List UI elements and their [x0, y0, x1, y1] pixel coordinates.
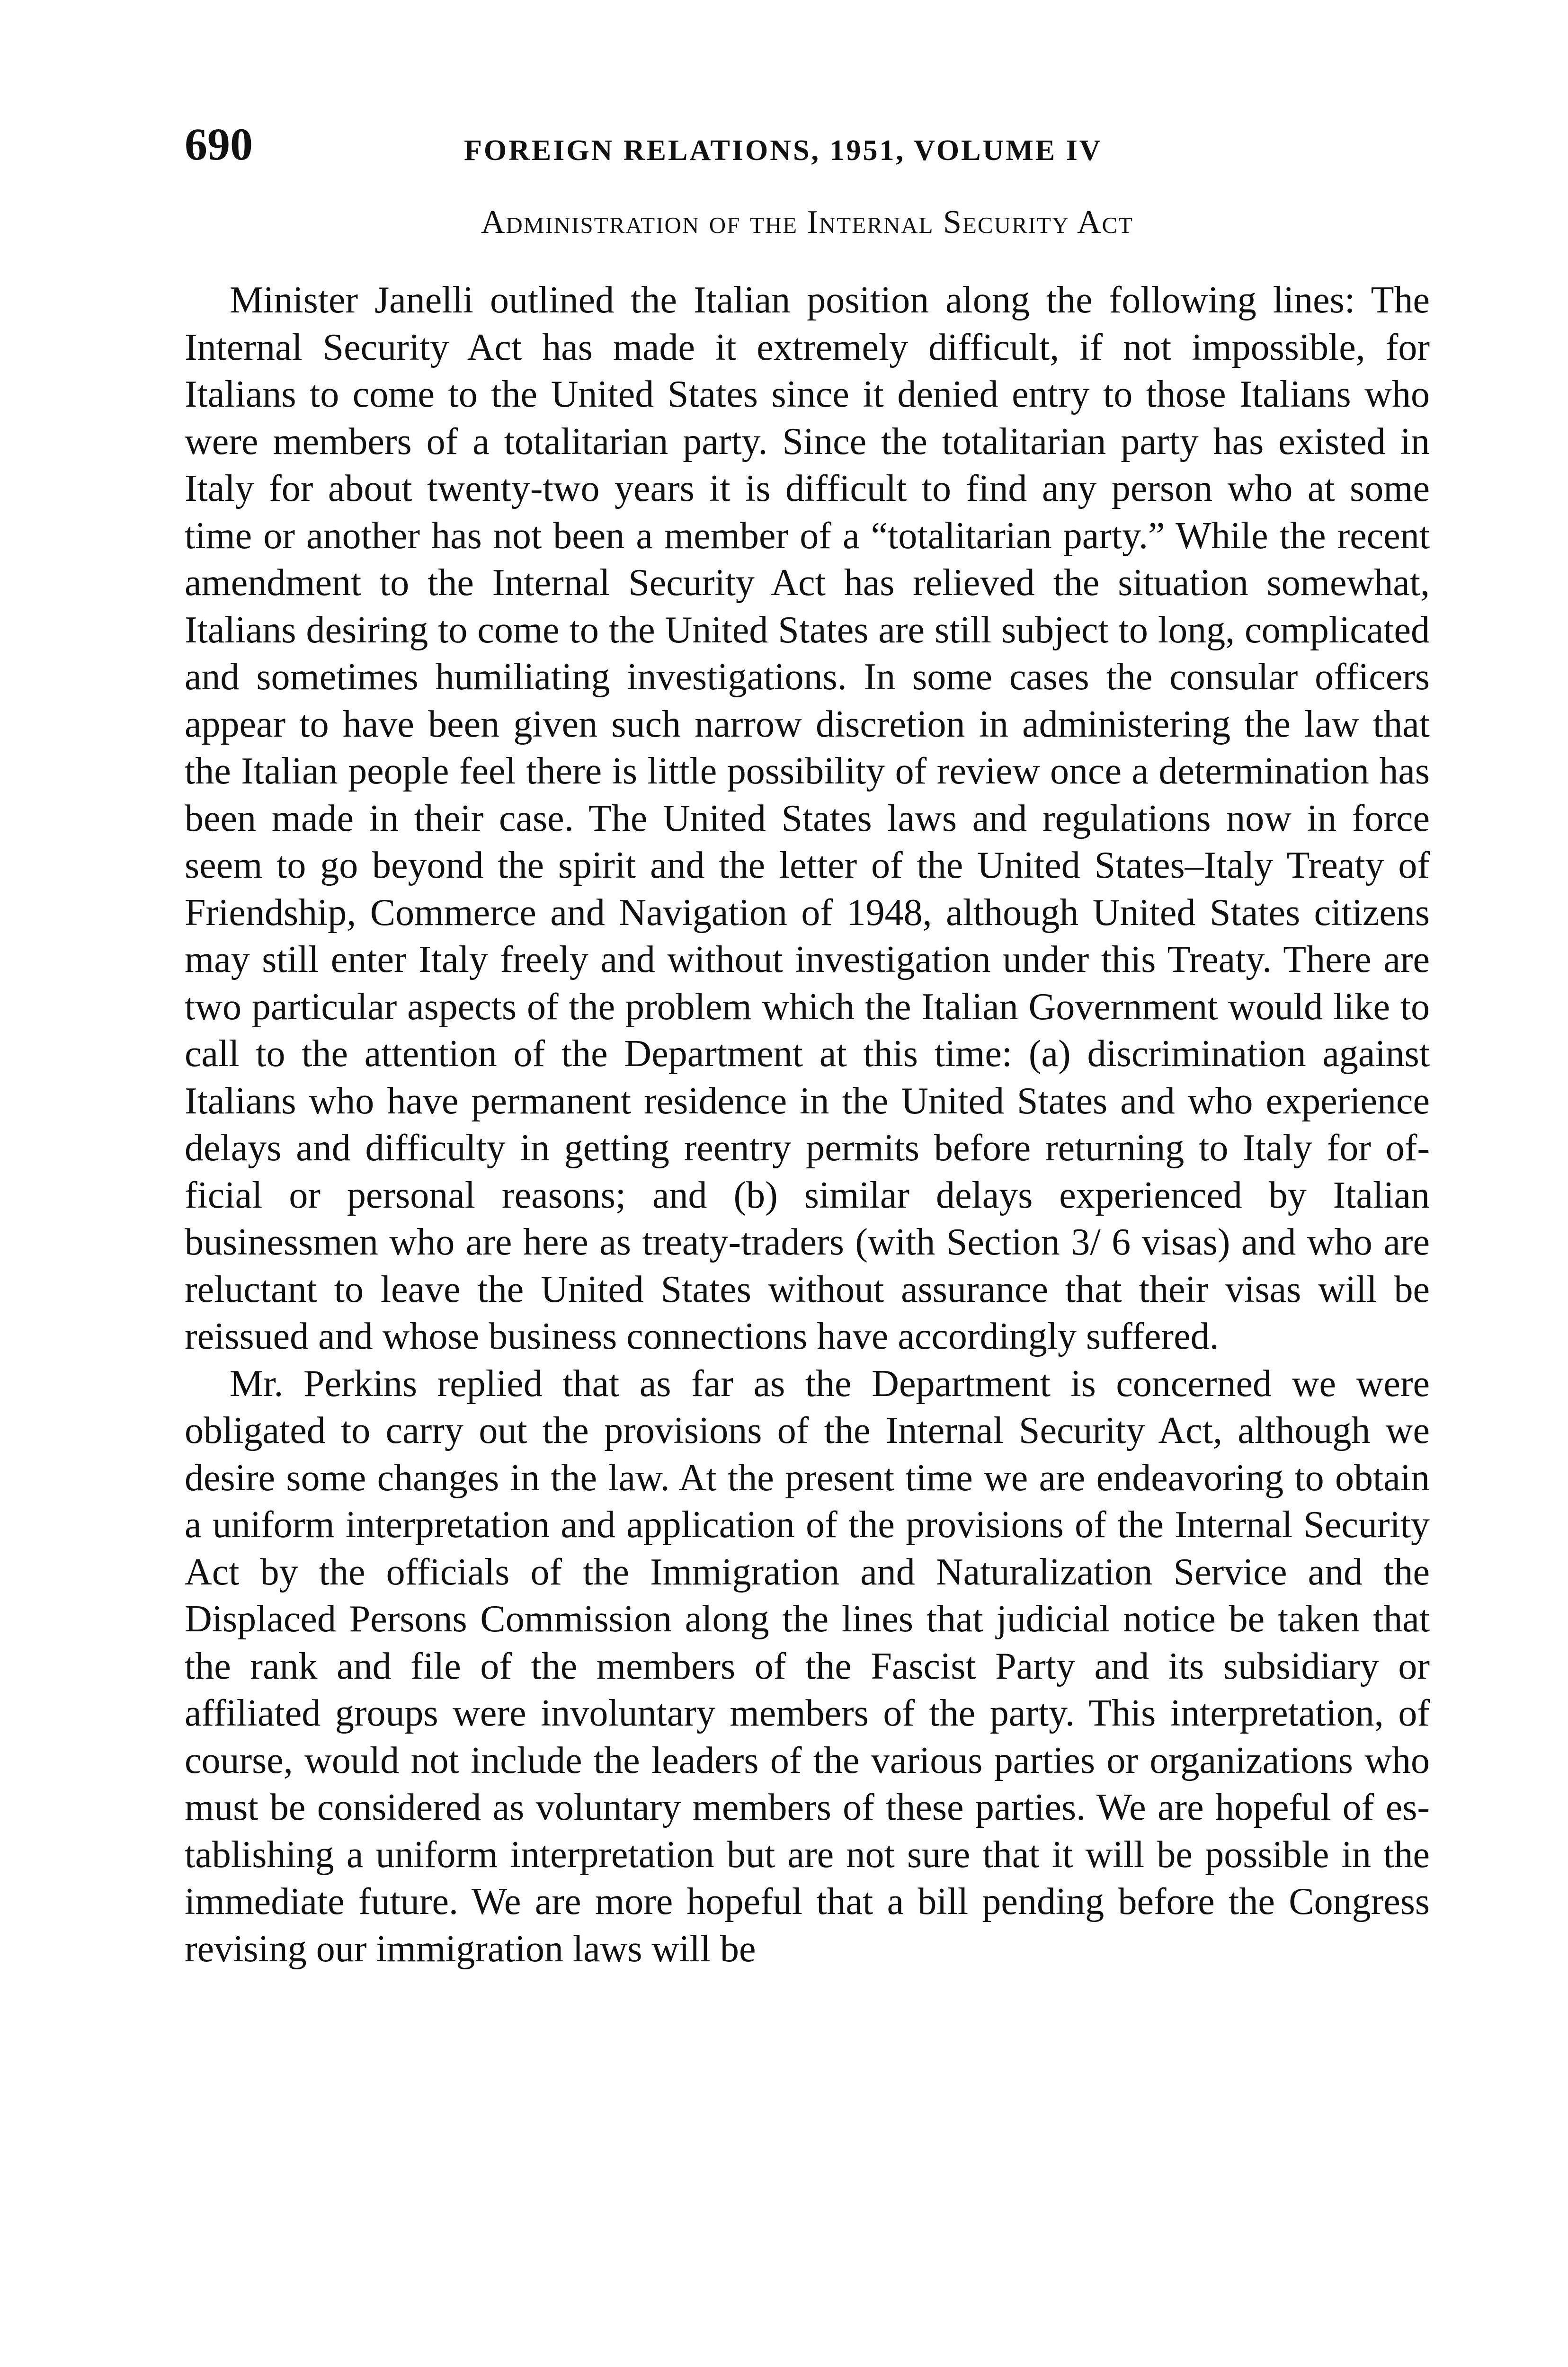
running-title: FOREIGN RELATIONS, 1951, VOLUME IV — [464, 134, 1103, 167]
paragraph: Minister Janelli outlined the Italian position along the following lines: The Internal Security Act has made it extremely difficult, if not impossible, for Italians to come to the United States since it denied entry to those Italians who were members of a totalitarian party. Since the totalitarian party has existed in Italy for about twenty-two years it is difficult to find any person who at some time or another has not been a member of a “totalitarian party.” While the recent amendment to the Internal Security Act has relieved the situation somewhat, Italians desiring to come to the United States are still subject to long, complicated and sometimes humiliating investigations. In some cases the consular officers appear to have been given such narrow discretion in administering the law that the Italian people feel there is little possibility of review once a determination has been made in their case. The United States laws and regulations now in force seem to go beyond the spirit and the letter of the United States–Italy Treaty of Friendship, Commerce and Navigation of 1948, although United States citizens may still enter Italy freely and without investigation under this Treaty. There are two particular aspects of the problem which the Italian Government would like to call to the attention of the Department at this time: (a) discrimination against Italians who have permanent residence in the United States and who experience delays and difficulty in getting reentry permits before returning to Italy for official or personal reasons; and (b) similar delays experienced by Italian businessmen who are here as treaty-traders (with Section 3/ 6 visas) and who are reluctant to leave the United States without assurance that their visas will be reissued and whose business connections have accordingly suffered. — [185, 279, 1430, 1357]
running-head — [185, 109, 1430, 185]
body-text — [185, 277, 1430, 1973]
section-heading: Administration of the Internal Security Act — [481, 204, 1134, 240]
page-number: 690 — [185, 119, 253, 169]
paragraph: Mr. Perkins replied that as far as the Department is concerned we were obligated to carry out the provisions of the Internal Security Act, although we desire some changes in the law. At the present time we are endeavoring to obtain a uniform interpretation and application of the provisions of the Internal Security Act by the officials of the Immigration and Naturalization Service and the Displaced Persons Commission along the lines that judicial notice be taken that the rank and file of the members of the Fascist Party and its subsidiary or affiliated groups were involuntary members of the party. This interpretation, of course, would not include the leaders of the various parties or organizations who must be considered as voluntary members of these parties. We are hopeful of establishing a uniform interpretation but are not sure that it will be possible in the immediate future. We are more hopeful that a bill pending before the Congress revising our immigration laws will be — [185, 1362, 1430, 1970]
